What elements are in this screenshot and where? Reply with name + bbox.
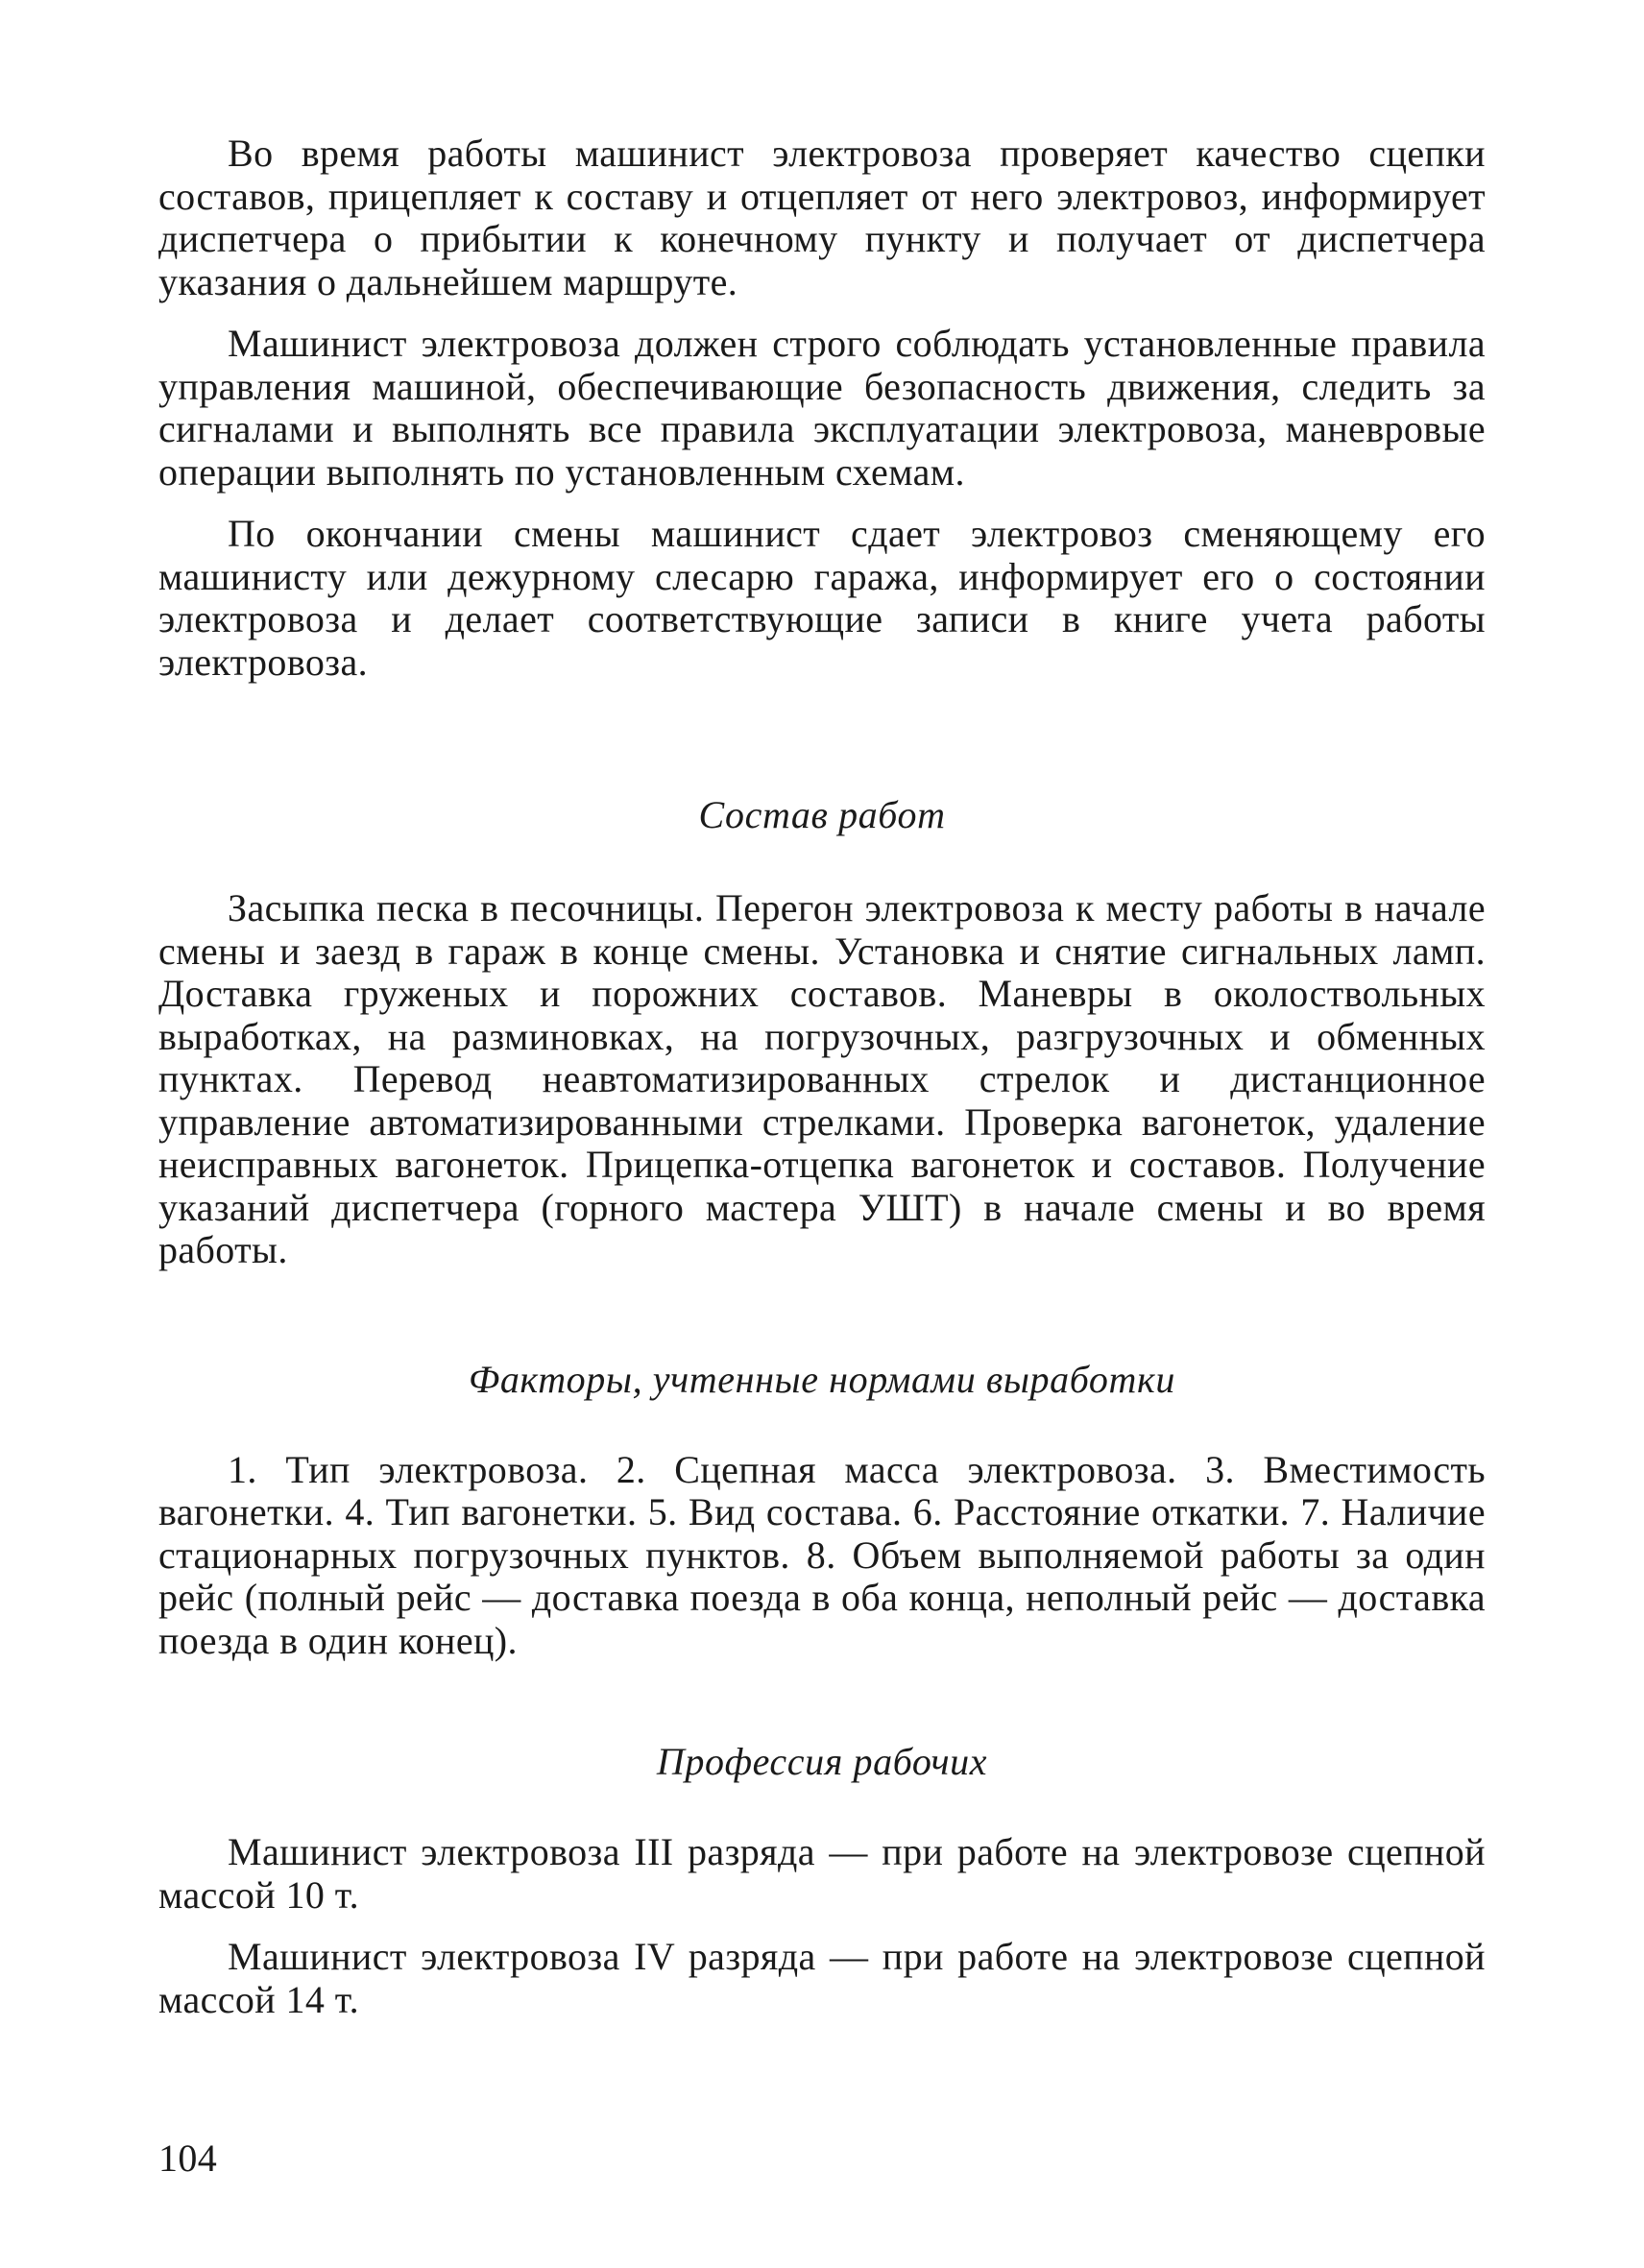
page-body xyxy=(158,133,1486,2021)
paragraph-work-composition: Засыпка песка в песочницы. Перегон электровоза к месту работы в начале смены и заезд в гараж в конце смены. Установка и снятие сигнальных ламп. Доставка груженых и порожних составов. Маневры в околоствольных выработках, на разминовках, на погрузочных, разгрузочных и обменных пунктах. Перевод неавтоматизированных стрелок и дистанционное управление автоматизированными стрелками. Проверка вагонеток, удаление неисправных вагонеток. Прицепка-отцепка вагонеток и составов. Получение указаний диспетчера (горного мастера УШТ) в начале смены и во время работы. xyxy=(158,886,1486,1271)
page-number: 104 xyxy=(158,2136,218,2180)
paragraph-rules: Машинист электровоза должен строго соблюдать установленные правила управления машиной, обеспечивающие безопасность движения, следить за сигналами и выполнять все правила эксплуатации электровоза, маневровые операции выполнять по установленным схемам. xyxy=(158,322,1486,494)
paragraph-profession-grade-4: Машинист электровоза IV разряда — при работе на электровозе сцепной массой 14 т. xyxy=(158,1935,1486,2021)
paragraph-duties: Во время работы машинист электровоза проверяет качество сцепки составов, прицепляет к составу и отцепляет от него электровоз, информирует диспетчера о прибытии к конечному пункту и получает от диспетчера указания о дальнейшем маршруте. xyxy=(158,132,1486,303)
heading-factors: Факторы, учтенные нормами выработки xyxy=(469,1357,1175,1401)
paragraph-profession-grade-3: Машинист электровоза III разряда — при работе на электровозе сцепной массой 10 т. xyxy=(158,1830,1486,1917)
heading-profession: Профессия рабочих xyxy=(656,1740,988,1783)
paragraph-shift-end: По окончании смены машинист сдает электровоз сменяющему его машинисту или дежурному слесарю гаража, информирует его о состоянии электровоза и делает соответствующие записи в книге учета работы электровоза. xyxy=(158,512,1486,684)
heading-work-composition: Состав работ xyxy=(698,793,946,836)
paragraph-factors: 1. Тип электровоза. 2. Сцепная масса электровоза. 3. Вместимость вагонетки. 4. Тип вагонетки. 5. Вид состава. 6. Расстояние откатки. 7. Наличие стационарных погрузочных пунктов. 8. Объем выполняемой работы за один рейс (полный рейс — доставка поезда в оба конца, неполный рейс — доставка поезда в один конец). xyxy=(158,1447,1486,1662)
